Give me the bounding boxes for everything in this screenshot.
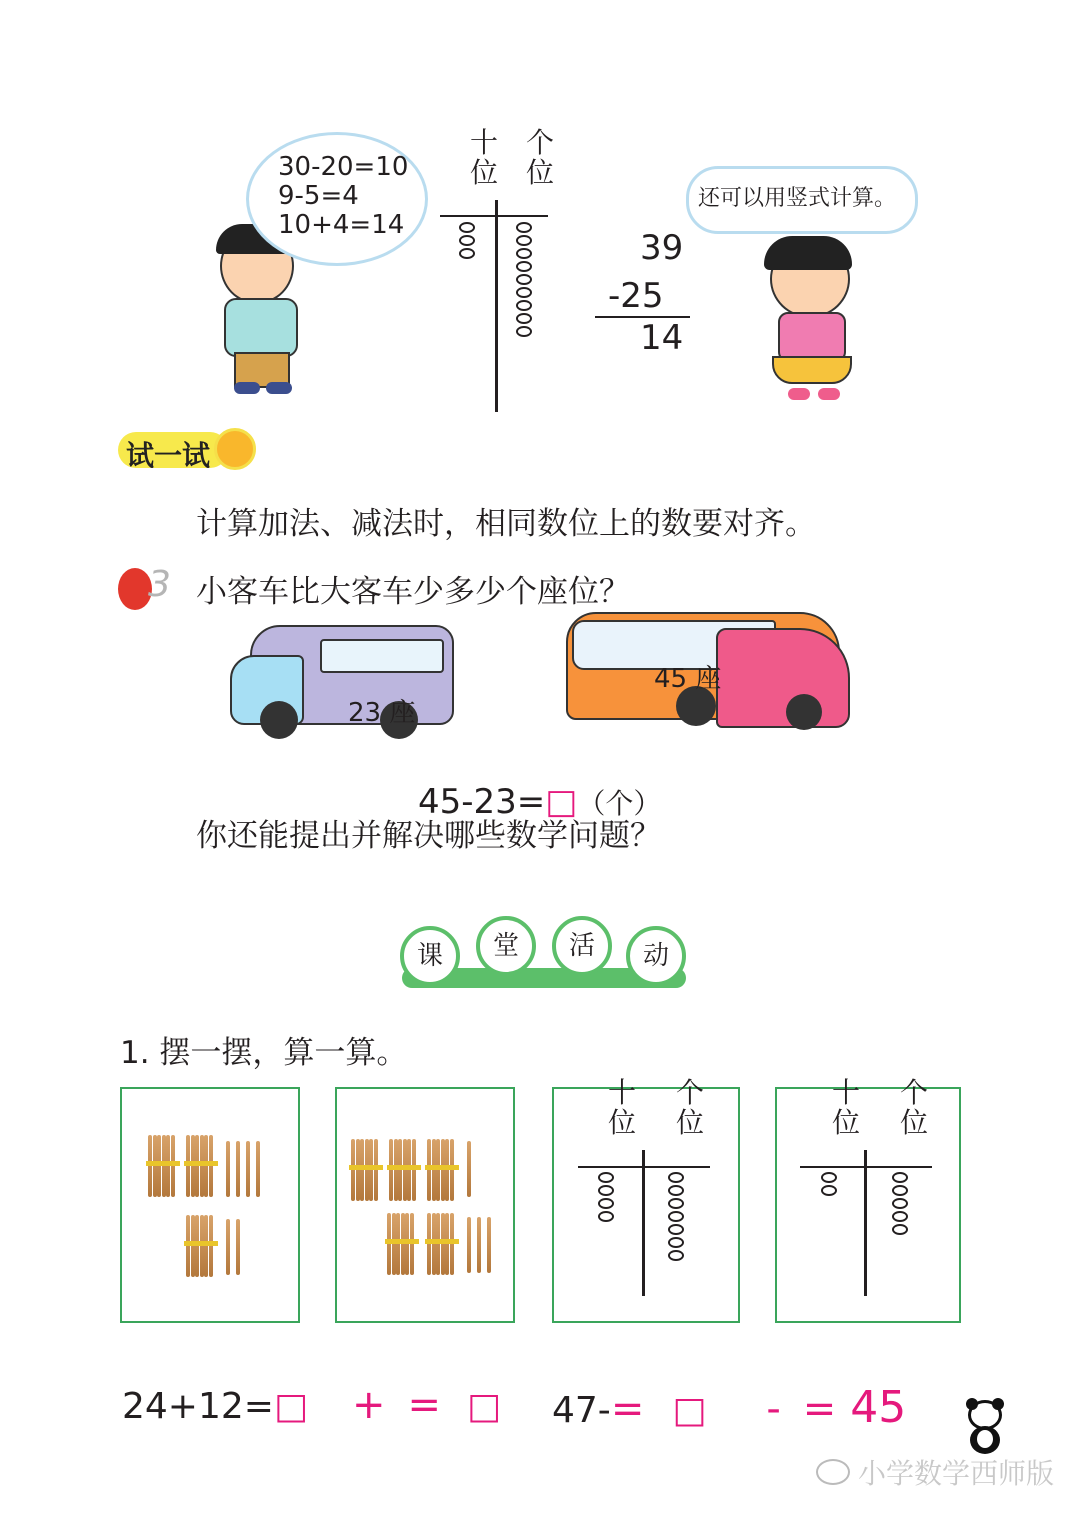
watermark bbox=[816, 1452, 1054, 1492]
tens-place-label: 十 位 bbox=[469, 126, 498, 189]
ones-place-label: 个 位 bbox=[525, 126, 554, 189]
tens-bead bbox=[821, 1172, 837, 1183]
ones-bead bbox=[516, 326, 532, 337]
ones-bead bbox=[668, 1185, 684, 1196]
boy-bubble-line-1: 30-20=10 bbox=[278, 152, 409, 182]
single-stick bbox=[226, 1141, 230, 1197]
single-stick bbox=[487, 1217, 491, 1273]
stick-bundle bbox=[389, 1139, 419, 1201]
tens-bead bbox=[598, 1198, 614, 1209]
stick-box-1 bbox=[120, 1087, 300, 1323]
stick-box-2 bbox=[335, 1087, 515, 1323]
single-stick bbox=[467, 1217, 471, 1273]
abacus-box-3 bbox=[552, 1087, 740, 1323]
equation-text: 45-23= bbox=[418, 782, 546, 822]
try-it-text: 计算加法、减法时，相同数位上的数要对齐。 bbox=[196, 506, 816, 542]
stick-bundle bbox=[427, 1213, 457, 1275]
tens-bead bbox=[598, 1185, 614, 1196]
ones-bead bbox=[668, 1211, 684, 1222]
ones-bead bbox=[668, 1250, 684, 1261]
ones-bead bbox=[516, 235, 532, 246]
abacus-box-4 bbox=[775, 1087, 961, 1323]
ones-bead bbox=[516, 313, 532, 324]
stick-bundle bbox=[186, 1215, 216, 1277]
stick-bundle bbox=[148, 1135, 178, 1197]
ones-bead bbox=[668, 1172, 684, 1183]
single-stick bbox=[477, 1217, 481, 1273]
tens-bead bbox=[598, 1172, 614, 1183]
tens-bead bbox=[821, 1185, 837, 1196]
box3-ones-label: 个 位 bbox=[675, 1076, 704, 1139]
girl-bubble-text: 还可以用竖式计算。 bbox=[698, 186, 897, 211]
ones-bead bbox=[892, 1211, 908, 1222]
equation-1 bbox=[122, 1382, 501, 1428]
box4-ones-label: 个 位 bbox=[899, 1076, 928, 1139]
ones-bead bbox=[892, 1198, 908, 1209]
equation-2 bbox=[552, 1382, 906, 1433]
try-it-label: 试一试 bbox=[126, 439, 211, 472]
eq1-left: 24+12= bbox=[122, 1386, 274, 1427]
ones-bead bbox=[892, 1224, 908, 1235]
box4-tens-label: 十 位 bbox=[831, 1076, 860, 1139]
single-stick bbox=[467, 1141, 471, 1197]
followup-question: 你还能提出并解决哪些数学问题？ bbox=[196, 818, 661, 854]
vertical-subtrahend: -25 bbox=[608, 276, 664, 316]
small-bus-seats: 23 座 bbox=[348, 698, 416, 728]
equation-unit: （个） bbox=[577, 787, 662, 820]
eq2-blank[interactable]: □ bbox=[672, 1390, 707, 1431]
tens-bead bbox=[459, 222, 475, 233]
ones-bead bbox=[892, 1172, 908, 1183]
eq1-blank-1[interactable]: □ bbox=[273, 1386, 308, 1427]
stick-bundle bbox=[427, 1139, 457, 1201]
ones-bead bbox=[516, 261, 532, 272]
eq1-equals: = bbox=[407, 1382, 441, 1428]
eq2-left: 47- bbox=[552, 1390, 611, 1431]
banner-char-1: 课 bbox=[400, 926, 460, 986]
single-stick bbox=[226, 1219, 230, 1275]
girl-illustration bbox=[760, 240, 870, 410]
banner-char-2: 堂 bbox=[476, 916, 536, 976]
problem-number-icon bbox=[118, 564, 178, 610]
small-bus-illustration bbox=[230, 625, 456, 743]
single-stick bbox=[236, 1141, 240, 1197]
stick-bundle bbox=[186, 1135, 216, 1197]
ones-bead bbox=[668, 1198, 684, 1209]
eq2-equals-1: = bbox=[610, 1386, 645, 1432]
ones-bead bbox=[668, 1224, 684, 1235]
vertical-top-number: 39 bbox=[640, 228, 684, 268]
ones-bead bbox=[516, 248, 532, 259]
eq2-result: 45 bbox=[850, 1382, 907, 1433]
panda-logo bbox=[962, 1400, 1008, 1456]
tens-bead bbox=[459, 235, 475, 246]
single-stick bbox=[256, 1141, 260, 1197]
eq1-blank-2[interactable]: □ bbox=[467, 1386, 502, 1427]
try-it-badge bbox=[118, 428, 256, 472]
eq1-plus: + bbox=[351, 1382, 386, 1428]
stick-bundle bbox=[387, 1213, 417, 1275]
activity-task: 1. 摆一摆，算一算。 bbox=[120, 1035, 408, 1071]
big-bus-seats: 45 座 bbox=[654, 664, 722, 694]
ones-bead bbox=[668, 1237, 684, 1248]
stick-bundle bbox=[351, 1139, 381, 1201]
tens-bead bbox=[459, 248, 475, 259]
boy-bubble-line-3: 10+4=14 bbox=[278, 210, 405, 240]
watermark-text: 小学数学西师版 bbox=[858, 1457, 1055, 1490]
tens-bead bbox=[598, 1211, 614, 1222]
single-stick bbox=[236, 1219, 240, 1275]
activity-banner bbox=[396, 916, 696, 996]
ones-bead bbox=[516, 274, 532, 285]
eq2-minus: - bbox=[766, 1386, 781, 1432]
banner-char-4: 动 bbox=[626, 926, 686, 986]
ones-bead bbox=[516, 222, 532, 233]
ones-bead bbox=[516, 287, 532, 298]
problem-question: 小客车比大客车少多少个座位？ bbox=[196, 574, 630, 610]
answer-blank[interactable]: □ bbox=[545, 782, 578, 822]
boy-bubble-line-2: 9-5=4 bbox=[278, 181, 359, 211]
ones-bead bbox=[892, 1185, 908, 1196]
wechat-icon bbox=[816, 1459, 850, 1485]
box3-tens-label: 十 位 bbox=[607, 1076, 636, 1139]
single-stick bbox=[246, 1141, 250, 1197]
problem-number: 3 bbox=[148, 564, 171, 605]
banner-char-3: 活 bbox=[552, 916, 612, 976]
vertical-result: 14 bbox=[640, 318, 684, 358]
eq2-equals-2: = bbox=[802, 1386, 837, 1432]
ones-bead bbox=[516, 300, 532, 311]
